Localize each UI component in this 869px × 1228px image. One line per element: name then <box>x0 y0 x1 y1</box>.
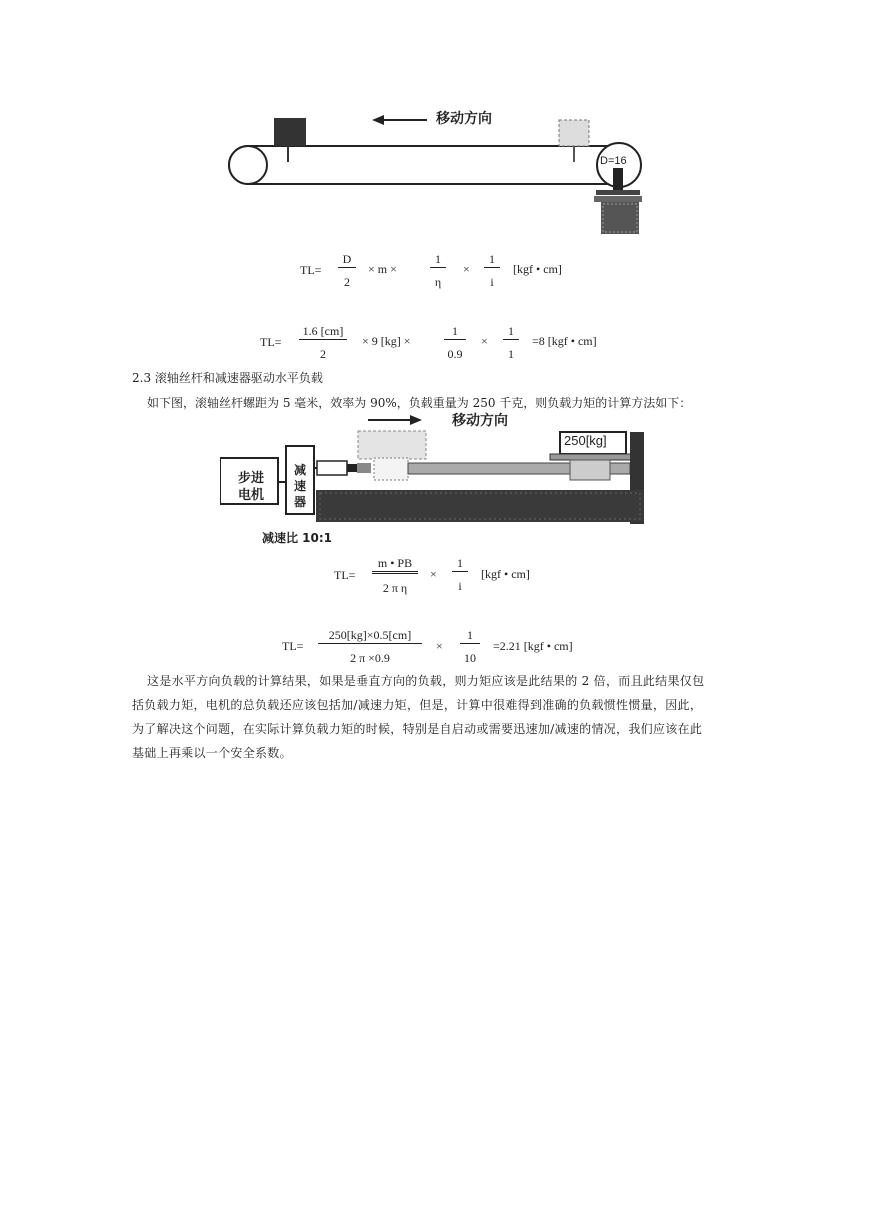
formula-1-times-m: × m × <box>368 262 397 276</box>
reducer-label-line-3: 器 <box>293 495 306 509</box>
formula-1-lhs: TL= <box>300 263 322 277</box>
section-heading: 2.3 滚轴丝杆和减速器驱动水平负载 <box>132 371 323 385</box>
formula-1-fraction-eta <box>430 252 446 290</box>
formula-4-fraction-ratio <box>460 628 480 666</box>
load-block <box>274 118 306 146</box>
fraction-denominator: 0.9 <box>447 347 463 361</box>
fraction-denominator: 2 <box>344 275 350 289</box>
direction-label: 移动方向 <box>436 111 492 127</box>
motor-label <box>226 470 276 504</box>
weight-label: 250[kg] <box>564 433 607 448</box>
formula-2-fraction-ratio <box>503 324 519 362</box>
formula-1-fraction-i <box>484 252 500 290</box>
fraction-numerator: D <box>338 252 356 268</box>
ball-screw-figure <box>220 408 650 548</box>
direction-label-2: 移动方向 <box>452 413 508 429</box>
conclusion-line-2: 括负载力矩，电机的总负载还应该包括加/减速力矩，但是，计算中很难得到准确的负载惯性惯量，因此， <box>132 698 703 712</box>
fraction-numerator: 1.6 [cm] <box>299 324 347 340</box>
fraction-numerator: 1 <box>430 252 446 268</box>
ratio-label: 减速比 10:1 <box>262 531 333 545</box>
section-intro: 如下图，滚轴丝杆螺距为 5 毫米，效率为 90%，负载重量为 250 千克，则负载力矩的计算方法如下： <box>147 396 692 410</box>
coupling <box>317 461 347 475</box>
formula-4-fraction-main <box>318 628 422 666</box>
formula-4-lhs: TL= <box>282 639 304 653</box>
reducer-label-line-2: 速 <box>293 479 306 493</box>
fraction-denominator: 2 <box>320 347 326 361</box>
diameter-label: D=16 <box>600 155 627 167</box>
frame-base <box>316 490 644 522</box>
formula-1-times: × <box>463 262 470 276</box>
formula-4-result: =2.21 [kgf • cm] <box>493 639 573 653</box>
fraction-numerator: 1 <box>444 324 466 340</box>
left-roller <box>229 146 267 184</box>
motor-body <box>601 202 639 234</box>
motor-label-line-2: 电机 <box>237 488 264 503</box>
formula-2-fraction-diameter <box>299 324 347 362</box>
fraction-numerator: 1 <box>503 324 519 340</box>
load-block-previous <box>358 431 426 459</box>
reducer-label <box>288 462 312 510</box>
formula-4-times: × <box>436 639 443 653</box>
fraction-denominator: i <box>490 275 494 289</box>
fraction-denominator: 10 <box>464 651 476 665</box>
fraction-numerator: 1 <box>484 252 500 268</box>
conclusion-line-3: 为了解决这个问题，在实际计算负载力矩的时候，特别是自启动或需要迅速加/减速的情况，我们应该在此 <box>132 722 703 736</box>
formula-2-times: × <box>481 334 488 348</box>
fraction-numerator: 1 <box>460 628 480 644</box>
motor-label-line-1: 步进 <box>237 471 264 486</box>
formula-3-unit: [kgf • cm] <box>481 567 530 581</box>
fraction-denominator: 2 π η <box>382 581 408 595</box>
load-block-previous <box>559 120 589 146</box>
conveyor-belt-figure <box>222 104 642 236</box>
formula-1-fraction-d <box>338 252 356 290</box>
formula-1-unit: [kgf • cm] <box>513 262 562 276</box>
reducer-label-line-1: 减 <box>293 463 306 477</box>
conclusion-paragraph <box>132 669 740 765</box>
formula-2-fraction-efficiency <box>444 324 466 362</box>
fraction-denominator: η <box>434 275 442 289</box>
formula-2-result: =8 [kgf • cm] <box>532 334 597 348</box>
formula-2-times-kg: × 9 [kg] × <box>362 334 411 348</box>
conclusion-line-1: 这是水平方向负载的计算结果，如果是垂直方向的负载，则力矩应该是此结果的 2 倍，而且此结果仅包 <box>147 674 705 688</box>
formula-3-lhs: TL= <box>334 568 356 582</box>
fraction-numerator: m • PB <box>372 556 418 574</box>
fraction-denominator: i <box>458 579 462 593</box>
formula-3-fraction-ratio <box>452 556 468 594</box>
formula-2-lhs: TL= <box>260 335 282 349</box>
formula-3-times: × <box>430 567 437 581</box>
fraction-denominator: 1 <box>508 347 514 361</box>
conclusion-line-4: 基础上再乘以一个安全系数。 <box>132 746 292 760</box>
fraction-numerator: 1 <box>452 556 468 572</box>
formula-3-fraction-main <box>372 556 418 596</box>
fraction-numerator: 250[kg]×0.5[cm] <box>318 628 422 644</box>
fraction-denominator: 2 π ×0.9 <box>350 651 390 665</box>
